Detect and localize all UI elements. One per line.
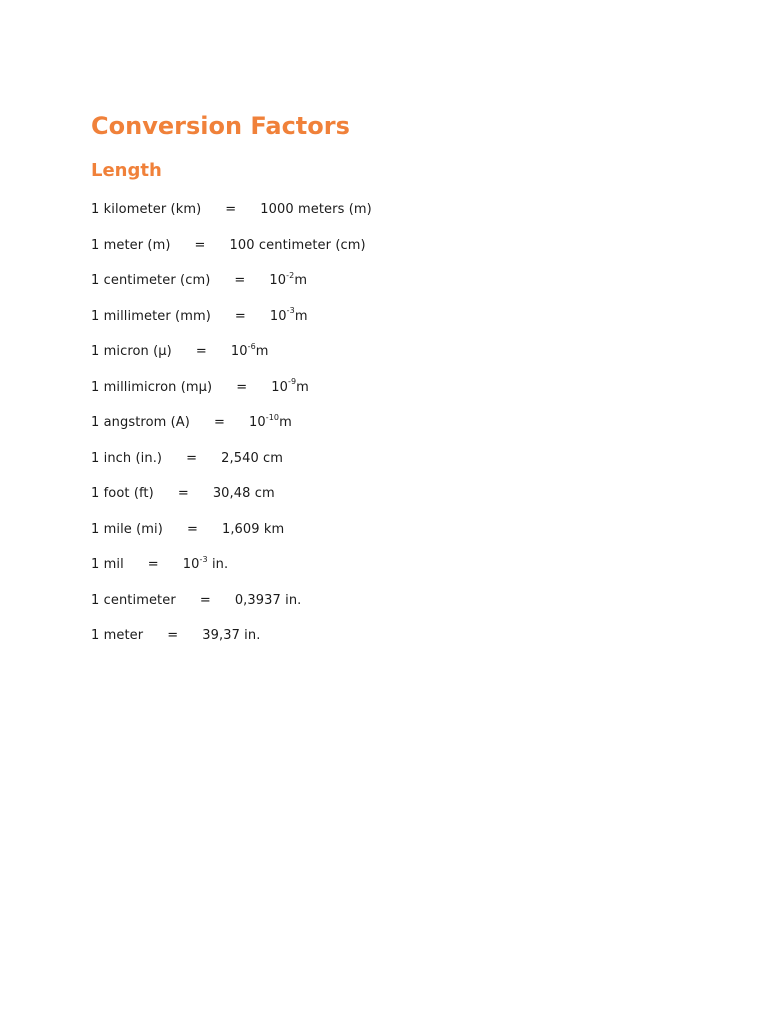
- row-rhs-exponent: -10: [265, 412, 280, 422]
- row-rhs: [202, 628, 260, 643]
- row-lhs: 1 foot (ft): [91, 486, 154, 501]
- row-equals: =: [147, 557, 159, 572]
- row-rhs-exponent: -2: [286, 270, 295, 280]
- row-rhs: [271, 377, 309, 395]
- row-rhs-base: 0,3937 in.: [234, 592, 302, 608]
- row-rhs-base: 39,37 in.: [202, 628, 261, 643]
- conversion-row: [91, 520, 372, 556]
- row-equals: =: [195, 344, 207, 359]
- row-rhs-base: 2,540 cm: [221, 450, 284, 466]
- row-rhs: [221, 451, 283, 466]
- row-rhs: [248, 412, 292, 430]
- row-equals: =: [177, 486, 189, 501]
- row-rhs: [269, 306, 308, 324]
- row-lhs: 1 angstrom (A): [91, 415, 190, 430]
- row-rhs-base: 1,609 km: [221, 521, 285, 537]
- conversion-row: [91, 342, 372, 378]
- conversion-row: [91, 449, 372, 485]
- row-rhs-base: 10: [182, 557, 200, 572]
- row-rhs: [213, 486, 275, 501]
- row-lhs: 1 meter: [91, 628, 144, 643]
- row-rhs-base: 1000 meters (m): [260, 202, 372, 217]
- row-rhs-base: 100 centimeter (cm): [229, 237, 366, 253]
- row-lhs: 1 centimeter: [91, 592, 176, 608]
- conversion-row: [91, 200, 372, 236]
- row-equals: =: [167, 628, 179, 643]
- conversion-row: [91, 271, 372, 307]
- row-rhs-exponent: -3: [199, 554, 208, 564]
- row-rhs: [269, 270, 308, 288]
- row-rhs: [260, 202, 372, 217]
- conversion-row: [91, 555, 372, 591]
- conversion-row: [91, 378, 372, 414]
- row-rhs: [230, 238, 366, 253]
- row-rhs-base: 10: [248, 415, 266, 430]
- conversion-row: [91, 484, 372, 520]
- row-rhs-base: 10: [230, 344, 248, 359]
- row-equals: =: [199, 592, 211, 608]
- row-lhs: 1 millimicron (mμ): [91, 379, 213, 395]
- row-lhs: 1 inch (in.): [91, 450, 163, 466]
- row-lhs: 1 centimeter (cm): [91, 273, 211, 288]
- row-rhs: [182, 554, 229, 572]
- row-equals: =: [234, 308, 246, 324]
- conversion-list: [91, 200, 372, 662]
- row-lhs: 1 mile (mi): [91, 521, 163, 537]
- row-lhs: 1 micron (μ): [91, 344, 172, 359]
- row-rhs-base: 10: [269, 308, 287, 324]
- row-lhs: 1 kilometer (km): [91, 202, 202, 217]
- row-rhs-unit: m: [294, 308, 308, 324]
- row-rhs-exponent: -3: [286, 306, 295, 316]
- row-rhs-base: 30,48 cm: [212, 486, 275, 501]
- row-rhs-unit: m: [255, 344, 269, 359]
- row-rhs-base: 10: [269, 273, 287, 288]
- row-rhs-unit: in.: [207, 557, 229, 572]
- row-rhs-base: 10: [271, 379, 288, 395]
- row-rhs: [230, 341, 269, 359]
- row-equals: =: [213, 415, 225, 430]
- row-lhs: 1 millimeter (mm): [91, 308, 211, 324]
- row-lhs: 1 mil: [91, 557, 124, 572]
- row-rhs-unit: m: [296, 379, 309, 395]
- conversion-row: [91, 626, 372, 662]
- conversion-row: [91, 236, 372, 272]
- row-rhs-exponent: -6: [247, 341, 256, 351]
- section-heading-length: Length: [91, 160, 162, 181]
- page-title: Conversion Factors: [91, 112, 350, 140]
- row-equals: =: [225, 202, 237, 217]
- row-rhs-unit: m: [294, 273, 308, 288]
- row-lhs: 1 meter (m): [91, 237, 171, 253]
- conversion-row: [91, 307, 372, 343]
- row-rhs-unit: m: [279, 415, 292, 430]
- conversion-row: [91, 591, 372, 627]
- row-equals: =: [194, 237, 206, 253]
- row-rhs: [222, 522, 284, 537]
- conversion-row: [91, 413, 372, 449]
- row-rhs: [235, 593, 302, 608]
- row-equals: =: [234, 273, 246, 288]
- row-equals: =: [186, 521, 198, 537]
- row-equals: =: [186, 450, 198, 466]
- row-rhs-exponent: -9: [287, 377, 297, 387]
- row-equals: =: [236, 379, 248, 395]
